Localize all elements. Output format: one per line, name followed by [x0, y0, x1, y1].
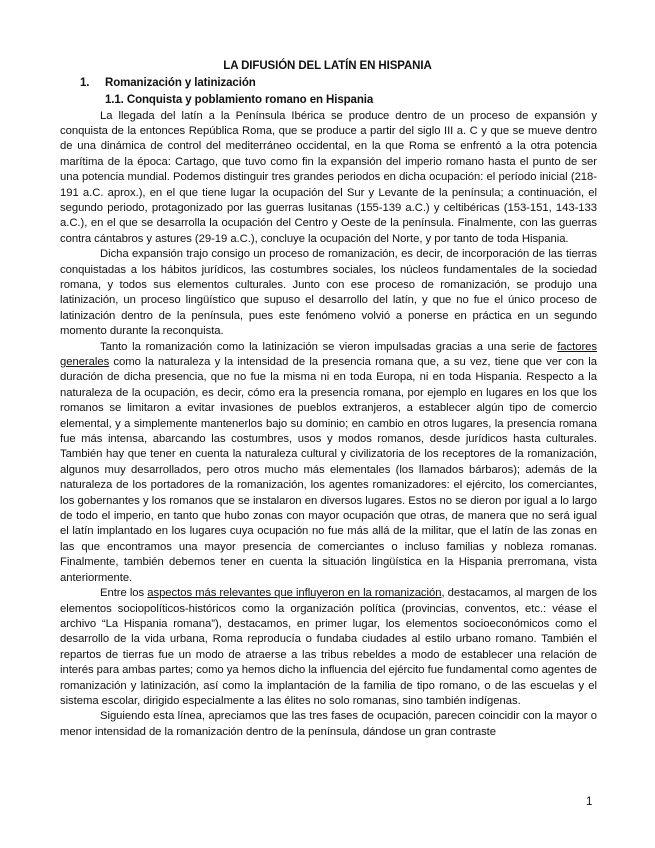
paragraph-5: Siguiendo esta línea, apreciamos que las tres fases de ocupación, parecen coincidir con la mayor o menor intensidad de la romanización dentro de la península, dándose un gran contraste: [60, 710, 597, 738]
paragraph-1: La llegada del latín a la Península Ibérica se produce dentro de un proceso de expansión y conquista de la entonces República Roma, que se produce a partir del siglo III a. C y que se mueve dentro de una dinámica de control del mediterráneo occidental, en la que Roma se enfrentó a la otra potencia marítima de la época: Cartago, que tuvo como fin la expansión del imperio romano hasta el punto de ser una potencia mundial. Podemos distinguir tres grandes periodos en dicha ocupación: el período inicial (218-191 a.C. aprox.), en el que tiene lugar la ocupación del Sur y Levante de la península; a continuación, el segundo periodo, protagonizado por las guerras lusitanas (155-139 a.C.) y celtibéricas (153-151, 143-133 a.C.), en el que se desarrolla la ocupación del Centro y Oeste de la península. Finalmente, con las guerras contra cántabros y astures (29-19 a.C.), concluye la ocupación del Norte, y por tanto de toda Hispania.: [60, 109, 597, 245]
paragraph-4-text-start: Entre los: [100, 587, 148, 600]
paragraph-3-text-start: Tanto la romanización como la latinización se vieron impulsadas gracias a una serie de: [100, 340, 558, 353]
document-body: [60, 109, 597, 741]
subsection-heading: 1.1. Conquista y poblamiento romano en Hispania: [105, 94, 374, 106]
paragraph-4: [60, 586, 597, 709]
document-title: LA DIFUSIÓN DEL LATÍN EN HISPANIA: [223, 60, 432, 72]
paragraph-2: Dicha expansión trajo consigo un proceso de romanización, es decir, de incorporación de las tierras conquistadas a los hábitos jurídicos, las costumbres sociales, los núcleos fundamentales de la sociedad romana, y todos sus elementos culturales. Junto con ese proceso de romanización, se produjo una latinización, un proceso lingüístico que supuso el desarrollo del latín, y que no fue el único proceso de latinización dentro de la península, pues este fenómeno volvió a ponerse en práctica en un segundo momento durante la reconquista.: [60, 248, 597, 338]
paragraph-4-text-end: , destacamos, al margen de los elementos sociopolíticos-históricos como la organización política (provincias, conventos, etc.: véase el archivo “La Hispania romana”), destacamos, en primer lugar, los elementos socioeconómicos como el desarrollo de la vida urbana, Roma reproducía o fundaba ciudades al estilo urbano romano. También el repartos de tierras fue un modo de atraerse a las tribus rebeldes a modo de establecer una relación de interés para ambas partes; como ya hemos dicho la influencia del ejército fue fundamental como agentes de romanización y latinización, así como la implantación de la familia de tipo romano, o de las escuelas y el sistema escolar, dirigido especialmente a las élites no solo romanas, sino también indígenas.: [60, 587, 597, 707]
underlined-phrase-aspectos: aspectos más relevantes que influyeron en la romanización: [147, 587, 442, 600]
section-title: Romanización y latinización: [105, 77, 256, 89]
section-heading: [80, 77, 256, 89]
underlined-phrase-factores: factores generales: [60, 340, 597, 368]
page-number: 1: [586, 796, 593, 808]
paragraph-3-text-end: como la naturaleza y la intensidad de la presencia romana que, a su vez, tiene que ver con la duración de dicha presencia, que no fue la misma ni en toda Europa, ni en toda Hispania. Respecto a la naturaleza de la ocupación, es decir, cómo era la presencia romana, por ejemplo en lugares en los que los romanos se limitaron a evitar invasiones de pueblos extranjeros, a establecer algún tipo de comercio elemental, y a simplemente mantenerlos bajo su dominio; en cambio en otros lugares, la presencia romana fue más intensa, abarcando las costumbres, usos y modos romanos, desde jurídicos hasta culturales. También hay que tener en cuenta la naturaleza cultural y civilizatoria de los receptores de la romanización, algunos muy desarrollados, pero otros mucho más elementales (los llamados bárbaros); además de la naturaleza de los portadores de la romanización, los agentes romanizadores: el ejército, los comerciantes, los gobernantes y los romanos que se instalaron en diversos lugares. Estos no se dieron por igual a lo largo de todo el imperio, en tanto que hubo zonas con mayor ocupación que otras, de manera que no será igual el latín implantado en los lugares cuya ocupación no fue más allá de la militar, que el latín de las zonas en las que encontramos una mayor presencia de comerciantes o incluso familias y nobleza romanas. Finalmente, también debemos tener en cuenta la situación lingüística en la Hispania prerromana, vista anteriormente.: [60, 356, 597, 584]
paragraph-3: [60, 340, 597, 587]
section-number: 1.: [80, 77, 90, 89]
